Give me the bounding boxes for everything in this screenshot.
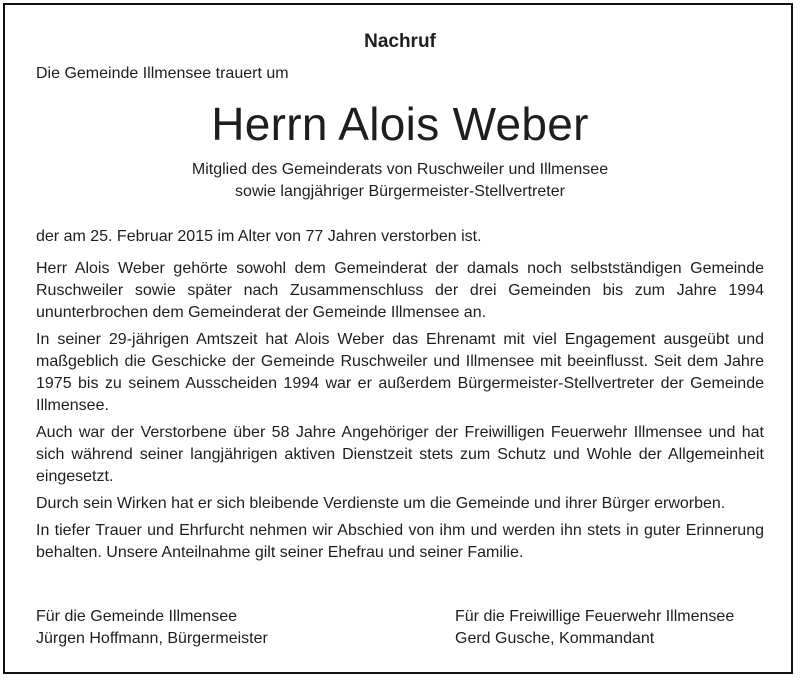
paragraph-merits: Durch sein Wirken hat er sich bleibende Verdienste um die Gemeinde und ihrer Bürger erworben. [36,495,726,512]
paragraph-fire-brigade: Auch war der Verstorbene über 58 Jahre Angehöriger der Freiwilligen Feuerwehr Illmensee und hat sich während seiner langjährigen aktiven Dienstzeit stets zum Schutz und Wohle der Allgemeinheit eingesetzt. [36,424,764,485]
signature-right-person: Gerd Gusche, Kommandant [455,630,655,647]
intro-line: Die Gemeinde Illmensee trauert um [36,65,289,82]
notice-heading: Nachruf [364,31,436,52]
role-line-2: sowie langjähriger Bürgermeister-Stellvertreter [235,183,565,200]
death-date-line: der am 25. Februar 2015 im Alter von 77 Jahren verstorben ist. [36,228,482,245]
signature-municipality [36,606,268,650]
paragraph-tenure: In seiner 29-jährigen Amtszeit hat Alois Weber das Ehrenamt mit viel Engagement ausgeübt und maßgeblich die Geschicke der Gemeinde Ruschweiler und Illmensee mit beeinflusst. Seit dem Jahre 1975 bis zu seinem Ausscheiden 1994 war er außerdem Bürgermeister-Stellvertreter der Gemeinde Illmensee. [36,331,764,414]
signature-right-org: Für die Freiwillige Feuerwehr Illmensee [455,608,735,625]
signature-fire-brigade [455,606,734,650]
role-line-1: Mitglied des Gemeinderats von Ruschweiler und Illmensee [191,161,609,178]
paragraph-council: Herr Alois Weber gehörte sowohl dem Gemeinderat der damals noch selbstständigen Gemeinde Ruschweiler sowie später nach Zusammenschluss der drei Gemeinden bis zum Jahre 1994 ununterbrochen dem Gemeinderat der Gemeinde Illmensee an. [36,260,764,321]
signature-left-org: Für die Gemeinde Illmensee [36,608,237,625]
deceased-name: Herrn Alois Weber [211,98,589,150]
paragraph-condolence: In tiefer Trauer und Ehrfurcht nehmen wir Abschied von ihm und werden ihn stets in guter Erinnerung behalten. Unsere Anteilnahme gilt seiner Ehefrau und seiner Familie. [36,522,764,561]
notice-body [36,258,764,569]
signature-left-person: Jürgen Hoffmann, Bürgermeister [36,630,268,647]
